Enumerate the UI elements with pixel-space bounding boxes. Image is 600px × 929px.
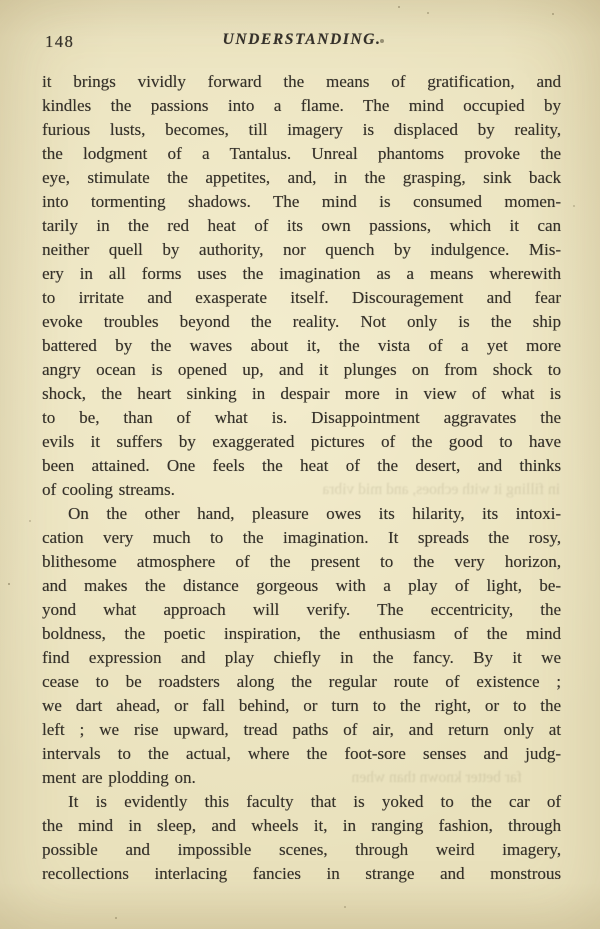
text-line: shock, the heart sinking in despair more in view of what is [42, 384, 561, 403]
page-body [42, 70, 561, 886]
text-line: to irritate and exasperate itself. Discouragement and fear [42, 288, 561, 307]
text-line: possible and impossible scenes, through weird imagery, [42, 840, 561, 859]
text-line: kindles the passions into a flame. The mind occupied by [42, 96, 561, 115]
text-line: recollections interlacing fancies in strange and monstrous [42, 864, 561, 883]
text-line: we dart ahead, or fall behind, or turn to the right, or to the [42, 696, 561, 715]
text-line: the mind in sleep, and wheels it, in ranging fashion, through [42, 816, 561, 835]
text-line: it brings vividly forward the means of gratification, and [42, 72, 561, 91]
text-line: On the other hand, pleasure owes its hilarity, its intoxi- [68, 504, 561, 523]
text-line: ment are plodding on. [42, 768, 196, 787]
text-line: and makes the distance gorgeous with a play of light, be- [42, 576, 561, 595]
text-line: of cooling streams. [42, 480, 175, 499]
text-line: find expression and play chiefly in the fancy. By it we [42, 648, 561, 667]
text-line: furious lusts, becomes, till imagery is displaced by reality, [42, 120, 561, 139]
text-line: cease to be roadsters along the regular route of existence ; [42, 672, 561, 691]
text-line: eye, stimulate the appetites, and, in the grasping, sink back [42, 168, 561, 187]
text-line: to be, than of what is. Disappointment aggravates the [42, 408, 561, 427]
text-line: blithesome atmosphere of the present to the very horizon, [42, 552, 561, 571]
page-number: 148 [45, 32, 75, 51]
text-line: into tormenting shadows. The mind is consumed momen- [42, 192, 561, 211]
text-line: evoke troubles beyond the reality. Not only is the ship [42, 312, 561, 331]
text-line: left ; we rise upward, tread paths of air, and return only at [42, 720, 561, 739]
text-line: cation very much to the imagination. It spreads the rosy, [42, 528, 561, 547]
text-line: neither quell by authority, nor quench by indulgence. Mis- [42, 240, 561, 259]
bleed-through-text: far better known than when [351, 769, 522, 786]
paper-specks [0, 0, 2, 2]
text-line: been attained. One feels the heat of the desert, and thinks [42, 456, 561, 475]
bleed-through-text: in filling it with echoes, and mid vibra [322, 481, 560, 498]
text-line: battered by the waves about it, the vista of a yet more [42, 336, 561, 355]
text-line: evils it suffers by exaggerated pictures of the good to have [42, 432, 561, 451]
text-line: It is evidently this faculty that is yoked to the car of [68, 792, 561, 811]
text-line: angry ocean is opened up, and it plunges on from shock to [42, 360, 561, 379]
text-line: boldness, the poetic inspiration, the enthusiasm of the mind [42, 624, 561, 643]
text-line: the lodgment of a Tantalus. Unreal phantoms provoke the [42, 144, 561, 163]
running-head-title: UNDERSTANDING. [222, 31, 382, 48]
text-line: ery in all forms uses the imagination as a means wherewith [42, 264, 561, 283]
text-line: intervals to the actual, where the foot-sore senses and judg- [42, 744, 561, 763]
text-line: tarily in the red heat of its own passions, which it can [42, 216, 561, 235]
text-line: yond what approach will verify. The eccentricity, the [42, 600, 561, 619]
page-header [44, 31, 560, 55]
